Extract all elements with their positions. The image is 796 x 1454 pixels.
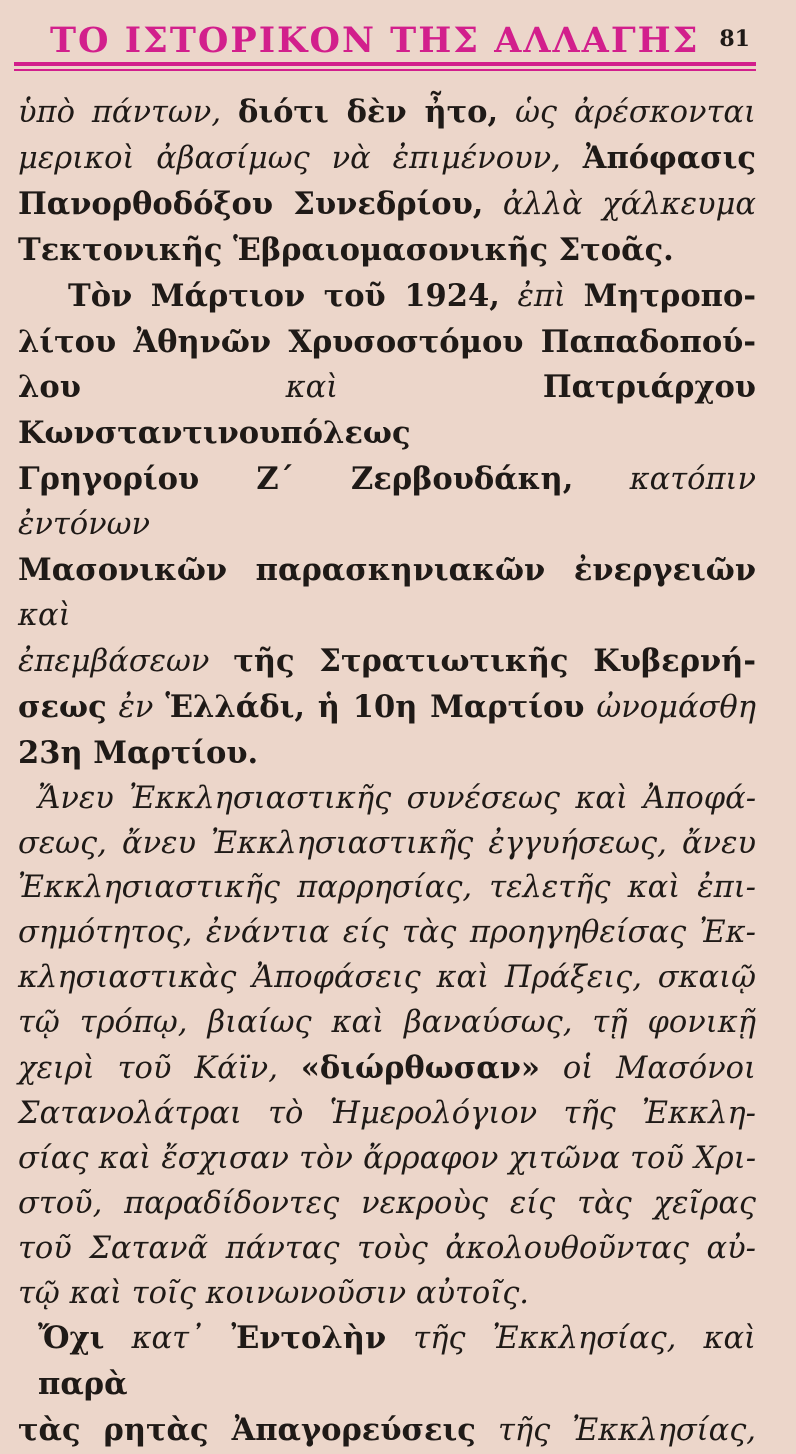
text-line: Γρηγορίου Ζ΄ Ζερβουδάκη, κατόπιν ἐντόνων	[18, 461, 756, 543]
text-line: ὑπὸ πάντων, διότι δὲν ἦτο, ὡς ἀρέσκονται	[18, 94, 756, 130]
header-rule-thin	[14, 69, 756, 71]
header-rule-thick	[14, 62, 756, 66]
running-header	[14, 14, 756, 62]
text-line: μερικοὶ ἀβασίμως νὰ ἐπιμένουν, Ἀπόφασις	[18, 139, 756, 176]
text-line: λίτου Ἀθηνῶν Χρυσοστόμου Παπαδοπού-	[18, 323, 756, 360]
text-line: σίας καὶ ἔσχισαν τὸν ἄρραφον χιτῶνα τοῦ Χρι-	[18, 1140, 756, 1176]
running-title: ΤΟ ΙΣΤΟΡΙΚΟΝ ΤΗΣ ΑΛΛΑΓΗΣ	[50, 20, 700, 61]
text-line: Ὄχι κατ᾽ Ἐντολὴν τῆς Ἐκκλησίας, καὶ παρὰ	[38, 1320, 757, 1403]
text-line: κλησιαστικὰς Ἀποφάσεις καὶ Πράξεις, σκαιῷ	[18, 960, 756, 996]
text-line: τῷ καὶ τοῖς κοινωνοῦσιν αὐτοῖς.	[18, 1275, 529, 1311]
text-line: τὰς ρητὰς Ἀπαγορεύσεις τῆς Ἐκκλησίας,	[18, 1412, 757, 1449]
text-line: στοῦ, παραδίδοντες νεκροὺς είς τὰς χεῖρας	[18, 1185, 756, 1221]
text-line: σεως ἐν Ἑλλάδι, ἡ 10η Μαρτίου ὠνομάσθη	[18, 688, 756, 725]
text-line: Σατανολάτραι τὸ Ἡμερολόγιον τῆς Ἐκκλη-	[18, 1095, 756, 1131]
text-line: Ἐκκλησιαστικῆς παρρησίας, τελετῆς καὶ ἐπι-	[18, 870, 756, 906]
text-line: Τὸν Μάρτιον τοῦ 1924, ἐπὶ Μητροπο-	[68, 277, 756, 314]
text-line: 23η Μαρτίου.	[18, 734, 259, 771]
text-line: Ἄνευ Ἐκκλησιαστικῆς συνέσεως καὶ Ἀποφά-	[38, 780, 756, 816]
text-line: χειρὶ τοῦ Κάϊν, «διώρθωσαν» οἱ Μασόνοι	[18, 1050, 756, 1087]
text-line: σεως, ἄνευ Ἐκκλησιαστικῆς ἐγγυήσεως, ἄνευ	[18, 825, 756, 861]
text-line: Πανορθοδόξου Συνεδρίου, ἀλλὰ χάλκευμα	[18, 185, 756, 222]
text-line: τῷ τρόπῳ, βιαίως καὶ βαναύσως, τῇ φονικῇ	[18, 1005, 756, 1041]
text-line: τοῦ Σατανᾶ πάντας τοὺς ἀκολουθοῦντας αὐ-	[18, 1230, 756, 1266]
body-text	[18, 90, 756, 1454]
page-number: 81	[719, 26, 750, 52]
text-line: ἐπεμβάσεων τῆς Στρατιωτικῆς Κυβερνή-	[18, 642, 756, 679]
text-line: Τεκτονικῆς Ἑβραιομασονικῆς Στοᾶς.	[18, 231, 674, 268]
text-line: Μασονικῶν παρασκηνιακῶν ἐνεργειῶν καὶ	[18, 552, 756, 633]
text-line: σημότητος, ἐνάντια είς τὰς προηγηθείσας Ἐκ-	[18, 915, 756, 951]
text-line: λου καὶ Πατριάρχου Κωνσταντινουπόλεως	[18, 369, 756, 452]
